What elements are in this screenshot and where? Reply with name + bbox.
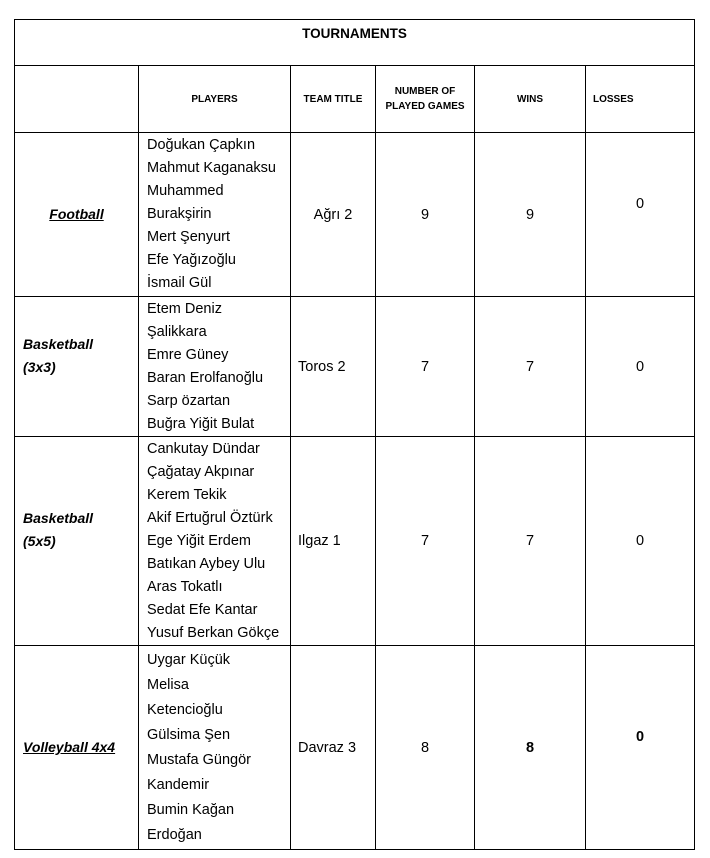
header-played-games-line1: NUMBER OF [394, 86, 456, 97]
header-played-games [376, 66, 475, 133]
player-name: Akif Ertuğrul Öztürk [147, 509, 273, 526]
player-name: Ketencioğlu [147, 701, 223, 718]
header-losses: LOSSES [586, 66, 695, 133]
header-sport [15, 66, 139, 133]
player-name: Uygar Küçük [147, 651, 231, 668]
header-row [15, 66, 695, 133]
player-name: Mahmut Kaganaksu [147, 160, 276, 176]
table-row [15, 297, 695, 437]
player-name: Kandemir [147, 776, 210, 793]
player-name: Çağatay Akpınar [147, 463, 255, 480]
players-list [139, 437, 291, 646]
losses-value: 0 [635, 195, 645, 212]
player-name: Emre Güney [147, 346, 229, 363]
player-name: Baran Erolfanoğlu [147, 369, 264, 386]
wins: 7 [475, 297, 586, 437]
player-name: Melisa [147, 676, 189, 693]
wins: 8 [475, 646, 586, 850]
player-name: Sedat Efe Kantar [147, 601, 258, 618]
table-row [15, 133, 695, 297]
player-name: Burakşirin [147, 206, 212, 222]
player-name: İsmail Gül [147, 275, 212, 291]
sport-name [15, 437, 139, 646]
played-games: 7 [376, 437, 475, 646]
sport-name-line2: (5x5) [23, 533, 56, 549]
players-list [139, 646, 291, 850]
sport-name-line1: Volleyball 4x4 [23, 739, 116, 755]
player-name: Kerem Tekik [147, 486, 227, 503]
player-name: Cankutay Dündar [147, 440, 260, 457]
player-name: Mustafa Güngör [147, 751, 251, 768]
played-games: 7 [376, 297, 475, 437]
sport-name-line1: Football [49, 206, 104, 222]
player-name: Yusuf Berkan Gökçe [147, 624, 280, 641]
tournaments-table [14, 19, 695, 850]
sport-name-line2: (3x3) [23, 358, 56, 375]
sport-name [15, 297, 139, 437]
losses: 0 [586, 437, 695, 646]
players-list [139, 133, 291, 297]
played-games: 8 [376, 646, 475, 850]
sport-name [15, 646, 139, 850]
table-row [15, 437, 695, 646]
player-name: Şalikkara [147, 323, 207, 340]
header-wins: WINS [475, 66, 586, 133]
header-played-games-line2: PLAYED GAMES [385, 101, 465, 112]
team-title: Toros 2 [291, 297, 376, 437]
player-name: Doğukan Çapkın [147, 137, 256, 153]
player-name: Erdoğan [147, 826, 202, 843]
header-team-title: TEAM TITLE [291, 66, 376, 133]
sport-name-line1: Basketball [23, 335, 94, 352]
player-name: Ege Yiğit Erdem [147, 532, 251, 549]
wins: 7 [475, 437, 586, 646]
losses: 0 [586, 297, 695, 437]
player-name: Gülsima Şen [147, 726, 231, 743]
wins: 9 [475, 133, 586, 297]
players-list [139, 297, 291, 437]
player-name: Muhammed [147, 183, 224, 199]
title-row [15, 20, 695, 66]
team-title: Davraz 3 [291, 646, 376, 850]
sport-name [15, 133, 139, 297]
losses [586, 133, 695, 297]
player-name: Sarp özartan [147, 392, 231, 409]
player-name: Batıkan Aybey Ulu [147, 555, 266, 572]
player-name: Mert Şenyurt [147, 229, 230, 245]
table-row [15, 646, 695, 850]
header-players: PLAYERS [139, 66, 291, 133]
team-title: Ilgaz 1 [291, 437, 376, 646]
losses-value: 0 [635, 728, 645, 745]
player-name: Efe Yağızoğlu [147, 252, 236, 268]
player-name: Etem Deniz [147, 300, 222, 317]
player-name: Bumin Kağan [147, 801, 235, 818]
losses [586, 646, 695, 850]
table-title: TOURNAMENTS [15, 20, 695, 66]
player-name: Buğra Yiğit Bulat [147, 415, 255, 432]
player-name: Aras Tokatlı [147, 578, 223, 595]
played-games: 9 [376, 133, 475, 297]
sport-name-line1: Basketball [23, 510, 94, 526]
team-title: Ağrı 2 [291, 133, 376, 297]
